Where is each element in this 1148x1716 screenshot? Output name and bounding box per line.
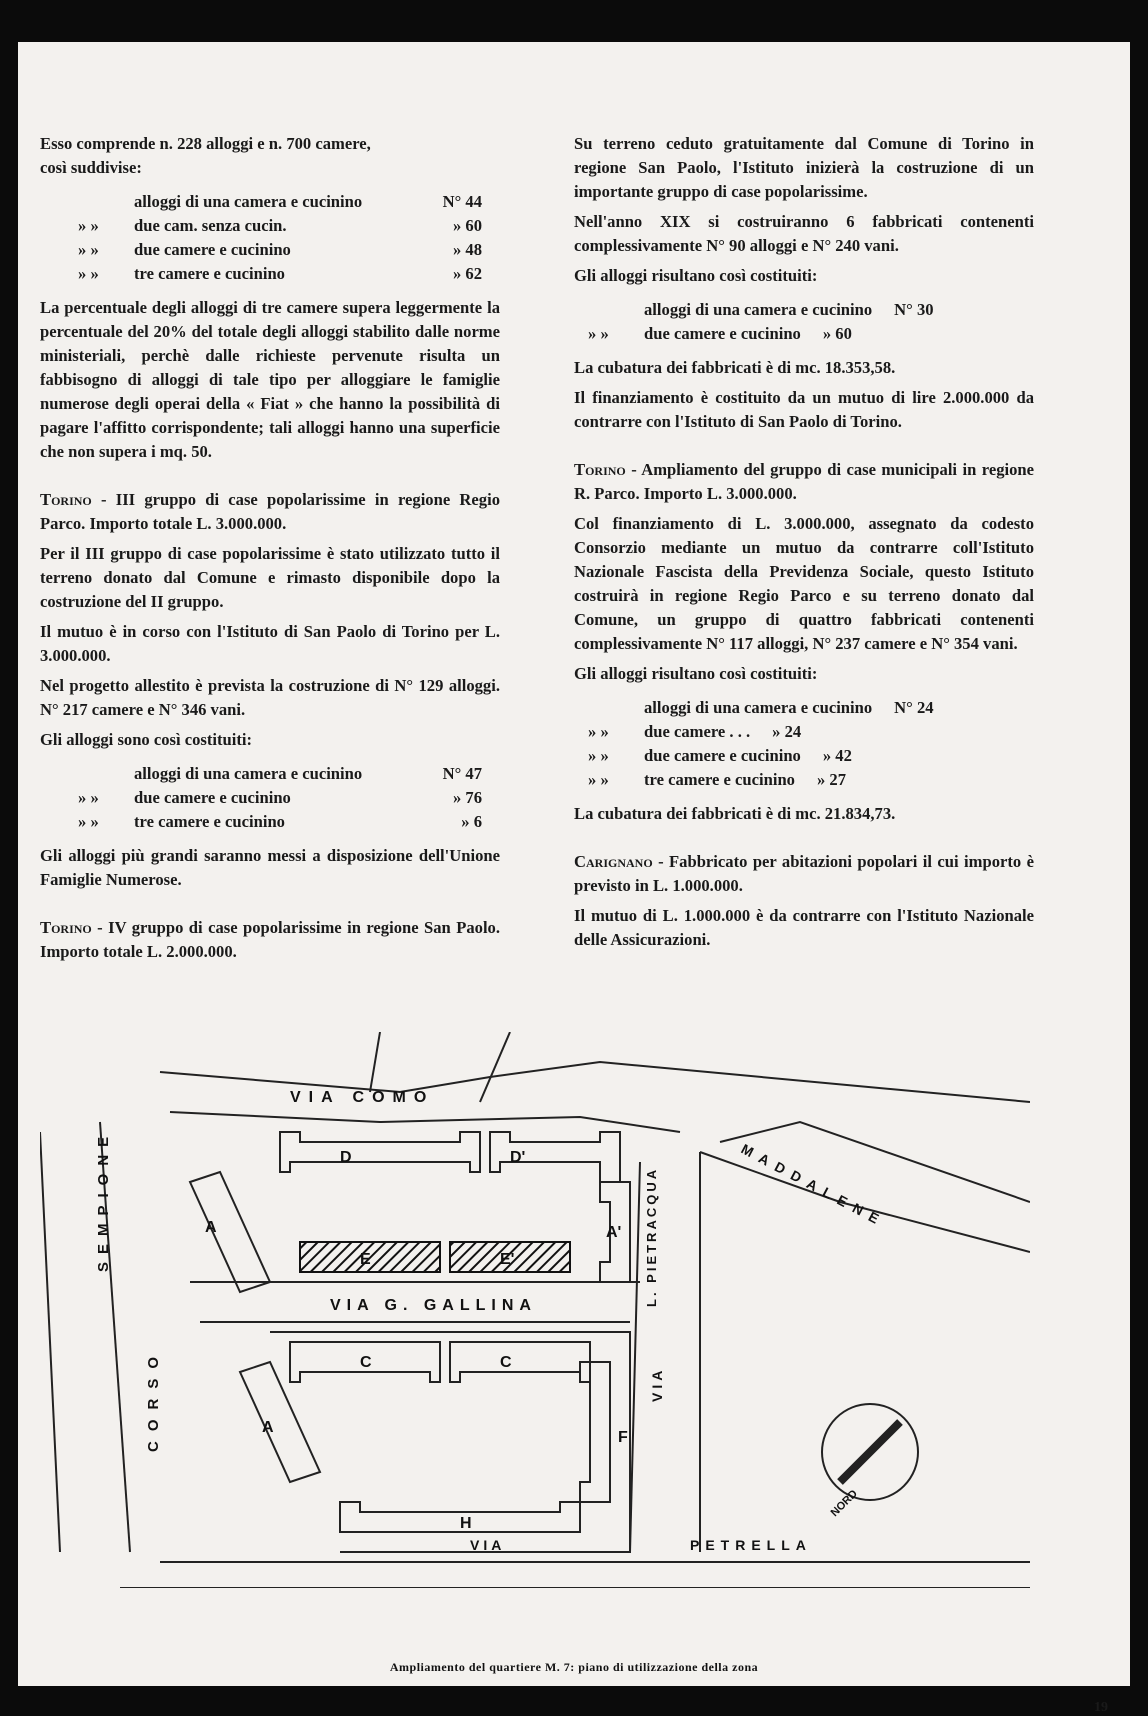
paragraph: Gli alloggi sono così costituiti: xyxy=(40,730,253,749)
building-D xyxy=(280,1132,480,1172)
street-label: SEMPIONE xyxy=(95,1128,112,1272)
block-label: A xyxy=(262,1419,274,1436)
paragraph: Gli alloggi risultano così costituiti: xyxy=(574,266,818,285)
block-label: A' xyxy=(606,1224,622,1241)
right-column xyxy=(574,132,1034,958)
list-1 xyxy=(574,298,1034,346)
street-label: CORSO xyxy=(145,1346,162,1452)
paragraph: La cubatura dei fabbricati è di mc. 18.353,58. xyxy=(574,358,896,377)
list-item: » » tre camere e cucinino » 6 xyxy=(78,812,482,831)
street-label: VIA COMO xyxy=(290,1089,435,1106)
list-item: » » due camere e cucinino » 48 xyxy=(78,240,482,259)
street-edge xyxy=(480,1032,510,1102)
street-label: L. PIETRACQUA xyxy=(644,1166,659,1307)
list-item: » » due camere . . . » 24 xyxy=(588,722,802,741)
block-label: H xyxy=(460,1515,472,1532)
street-label: MADDALENE xyxy=(738,1140,889,1231)
block-label: C xyxy=(500,1354,512,1371)
list-item: alloggi di una camera e cucinino N° 44 xyxy=(134,192,482,211)
block-label: C xyxy=(360,1354,372,1371)
list-item: » » due cam. senza cucin. » 60 xyxy=(78,216,482,235)
paragraph: La percentuale degli alloggi di tre camere supera leggermente la percentuale del 20% del totale degli alloggi stabilito dalle norme ministeriali, perchè dalle richieste pervenute risulta un fabbisogno di alloggi di tale tipo per alloggiare le famiglie numerose degli operai della « Fiat » che hanno la possibilità di pagare l'affitto corrispondente; tali alloggi hanno una superficie che non supera i mq. 50. xyxy=(40,298,500,461)
figure-caption: Ampliamento del quartiere M. 7: piano di utilizzazione della zona xyxy=(389,1660,759,1674)
street-label: PETRELLA xyxy=(690,1537,812,1553)
list-2 xyxy=(574,696,1034,792)
section-heading: Torino - IV gruppo di case popolarissime in regione San Paolo. Importo totale L. 2.000.000. xyxy=(40,918,500,961)
paragraph: Il mutuo di L. 1.000.000 è da contrarre con l'Istituto Nazionale delle Assicurazioni. xyxy=(574,906,1034,949)
list-item: » » tre camere e cucinino » 27 xyxy=(588,770,847,789)
paragraph: Per il III gruppo di case popolarissime è stato utilizzato tutto il terreno donato dal Comune e rimasto disponibile dopo la costruzione del II gruppo. xyxy=(40,544,500,611)
list-item: alloggi di una camera e cucinino N° 30 xyxy=(644,300,934,319)
building-A xyxy=(190,1172,270,1292)
paragraph: Gli alloggi più grandi saranno messi a disposizione dell'Unione Famiglie Numerose. xyxy=(40,846,500,889)
street-sempione-edge xyxy=(40,1132,60,1552)
list-item: » » due camere e cucinino » 76 xyxy=(78,788,482,807)
list-item: » » tre camere e cucinino » 62 xyxy=(78,264,482,283)
site-plan xyxy=(40,1032,1030,1588)
paragraph: Su terreno ceduto gratuitamente dal Comune di Torino in regione San Paolo, l'Istituto inizierà la costruzione di un importante gruppo di case popolarissime. xyxy=(574,134,1034,201)
section-heading: Carignano - Fabbricato per abitazioni popolari il cui importo è previsto in L. 1.000.000. xyxy=(574,852,1034,895)
page xyxy=(18,42,1130,1715)
block-label: F xyxy=(618,1429,628,1446)
paragraph: Nel progetto allestito è prevista la costruzione di N° 129 alloggi. N° 217 camere e N° 346 vani. xyxy=(40,676,500,719)
page-number: 19 xyxy=(1094,1700,1108,1715)
building-F xyxy=(580,1362,610,1502)
building-C2 xyxy=(450,1342,590,1382)
building-A-lower xyxy=(240,1362,320,1482)
list-2 xyxy=(40,762,500,834)
paragraph: La cubatura dei fabbricati è di mc. 21.834,73. xyxy=(574,804,896,823)
list-item: alloggi di una camera e cucinino N° 47 xyxy=(134,764,482,783)
north-label: NORD xyxy=(828,1487,861,1520)
street-como-edge-2 xyxy=(170,1112,680,1132)
block-label: E xyxy=(360,1251,371,1268)
paragraph: Il mutuo è in corso con l'Istituto di San Paolo di Torino per L. 3.000.000. xyxy=(40,622,500,665)
maddalene-edge xyxy=(700,1152,1030,1252)
block-label: D' xyxy=(510,1149,526,1166)
block-label: D xyxy=(340,1149,352,1166)
section-heading: Torino - III gruppo di case popolarissime in regione Regio Parco. Importo totale L. 3.000.000. xyxy=(40,490,500,533)
street-label: VIA G. GALLINA xyxy=(330,1297,537,1314)
north-arrow-bar xyxy=(840,1422,900,1482)
block-label: A xyxy=(205,1219,217,1236)
paragraph: Col finanziamento di L. 3.000.000, assegnato da codesto Consorzio mediante un mutuo da contrarre coll'Istituto Nazionale Fascista della Previdenza Sociale, questo Istituto costruirà in regione Regio Parco e su terreno donato dal Comune, un gruppo di quattro fabbricati contenenti complessivamente N° 117 alloggi, N° 237 camere e N° 354 vani. xyxy=(574,514,1034,653)
list-1 xyxy=(40,190,500,286)
list-item: » » due camere e cucinino » 60 xyxy=(588,324,852,343)
block-label: E' xyxy=(500,1251,515,1268)
street-label: VIA xyxy=(649,1366,665,1402)
list-item: » » due camere e cucinino » 42 xyxy=(588,746,852,765)
pietracqua-edge xyxy=(630,1162,640,1552)
paragraph: Nell'anno XIX si costruiranno 6 fabbricati contenenti complessivamente N° 90 alloggi e N° 240 vani. xyxy=(574,212,1034,255)
paragraph: Gli alloggi risultano così costituiti: xyxy=(574,664,818,683)
list-item: alloggi di una camera e cucinino N° 24 xyxy=(644,698,934,717)
street-label: VIA xyxy=(470,1537,506,1553)
left-column xyxy=(40,132,500,970)
intro: Esso comprende n. 228 alloggi e n. 700 camere, così suddivise: xyxy=(40,134,371,177)
section-heading: Torino - Ampliamento del gruppo di case municipali in regione R. Parco. Importo L. 3.000.000. xyxy=(574,460,1034,503)
street-edge xyxy=(370,1032,380,1092)
paragraph: Il finanziamento è costituito da un mutuo di lire 2.000.000 da contrarre con l'Istituto di San Paolo di Torino. xyxy=(574,388,1034,431)
